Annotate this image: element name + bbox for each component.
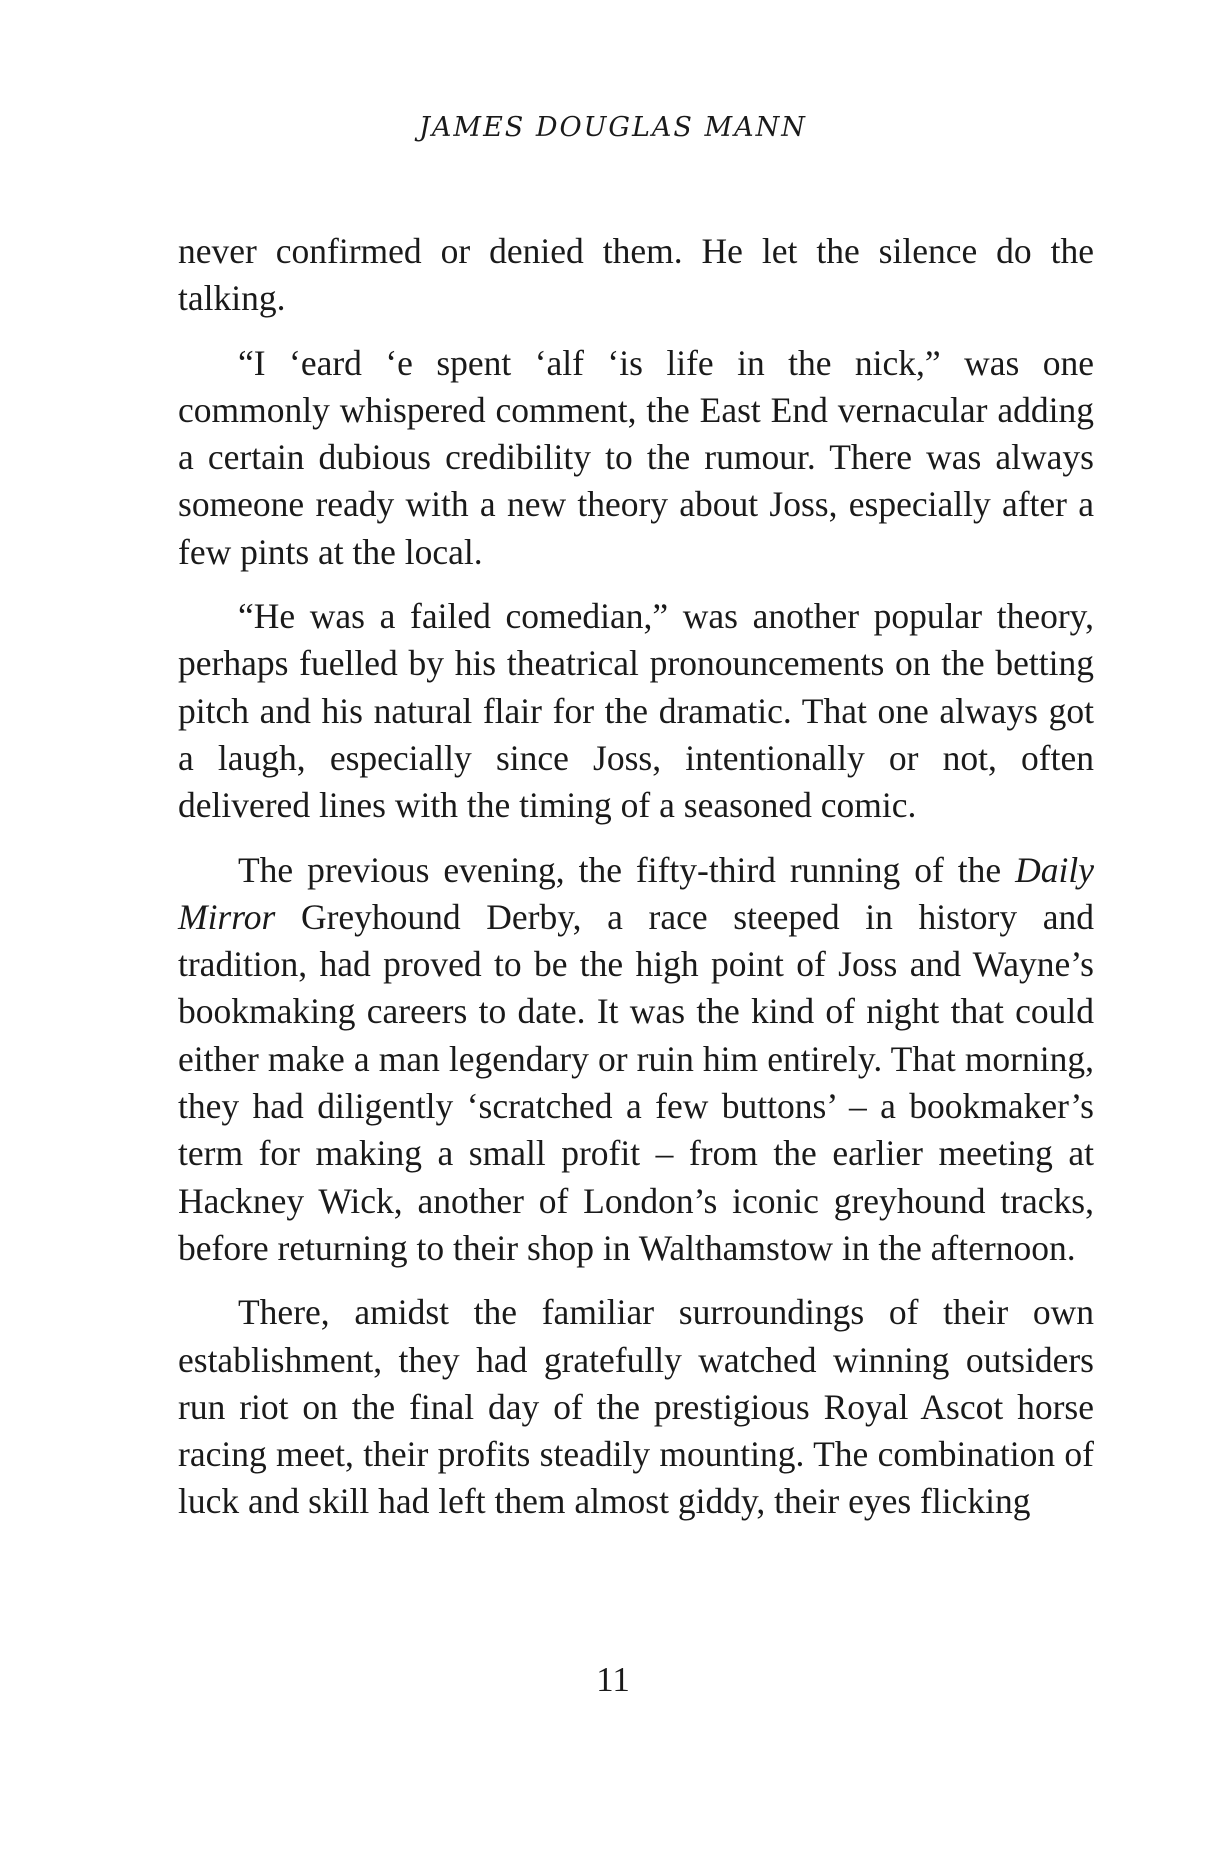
paragraph-text: The previous evening, the fifty-third running of the: [238, 849, 1016, 890]
italic-title: Daily Mirror: [178, 849, 1094, 937]
body-text: [178, 228, 1094, 1543]
paragraph: never confirmed or denied them. He let the silence do the talking.: [178, 231, 1094, 319]
paragraph-text: Greyhound Derby, a race steeped in history and tradition, had proved to be the high point of Joss and Wayne’s bookmaking careers to date. It was the kind of night that could either make a man legendary or ruin him entirely. That morning, they had diligently ‘scratched a few buttons’ – a bookmaker’s term for making a small profit – from the earlier meeting at Hackney Wick, another of London’s iconic greyhound tracks, before returning to their shop in Walthamstow in the afternoon.: [178, 896, 1094, 1268]
page-number: 11: [596, 1660, 630, 1699]
paragraph: “He was a failed comedian,” was another popular theory, perhaps fuelled by his theatrical pronouncements on the betting pitch and his natural flair for the dramatic. That one always got a laugh, especially since Joss, intentionally or not, often delivered lines with the timing of a seasoned comic.: [178, 596, 1094, 826]
paragraph: [178, 847, 1094, 1273]
paragraph: There, amidst the familiar surroundings of their own establishment, they had gratefully watched winning outsiders run riot on the final day of the prestigious Royal Ascot horse racing meet, their profits steadily mounting. The combination of luck and skill had left them almost giddy, their eyes flicking: [178, 1292, 1094, 1522]
paragraph: “I ‘eard ‘e spent ‘alf ‘is life in the nick,” was one commonly whispered comment, the East End vernacular adding a certain dubious credibility to the rumour. There was always someone ready with a new theory about Joss, especially after a few pints at the local.: [178, 342, 1094, 572]
running-head: JAMES DOUGLAS MANN: [419, 112, 807, 143]
